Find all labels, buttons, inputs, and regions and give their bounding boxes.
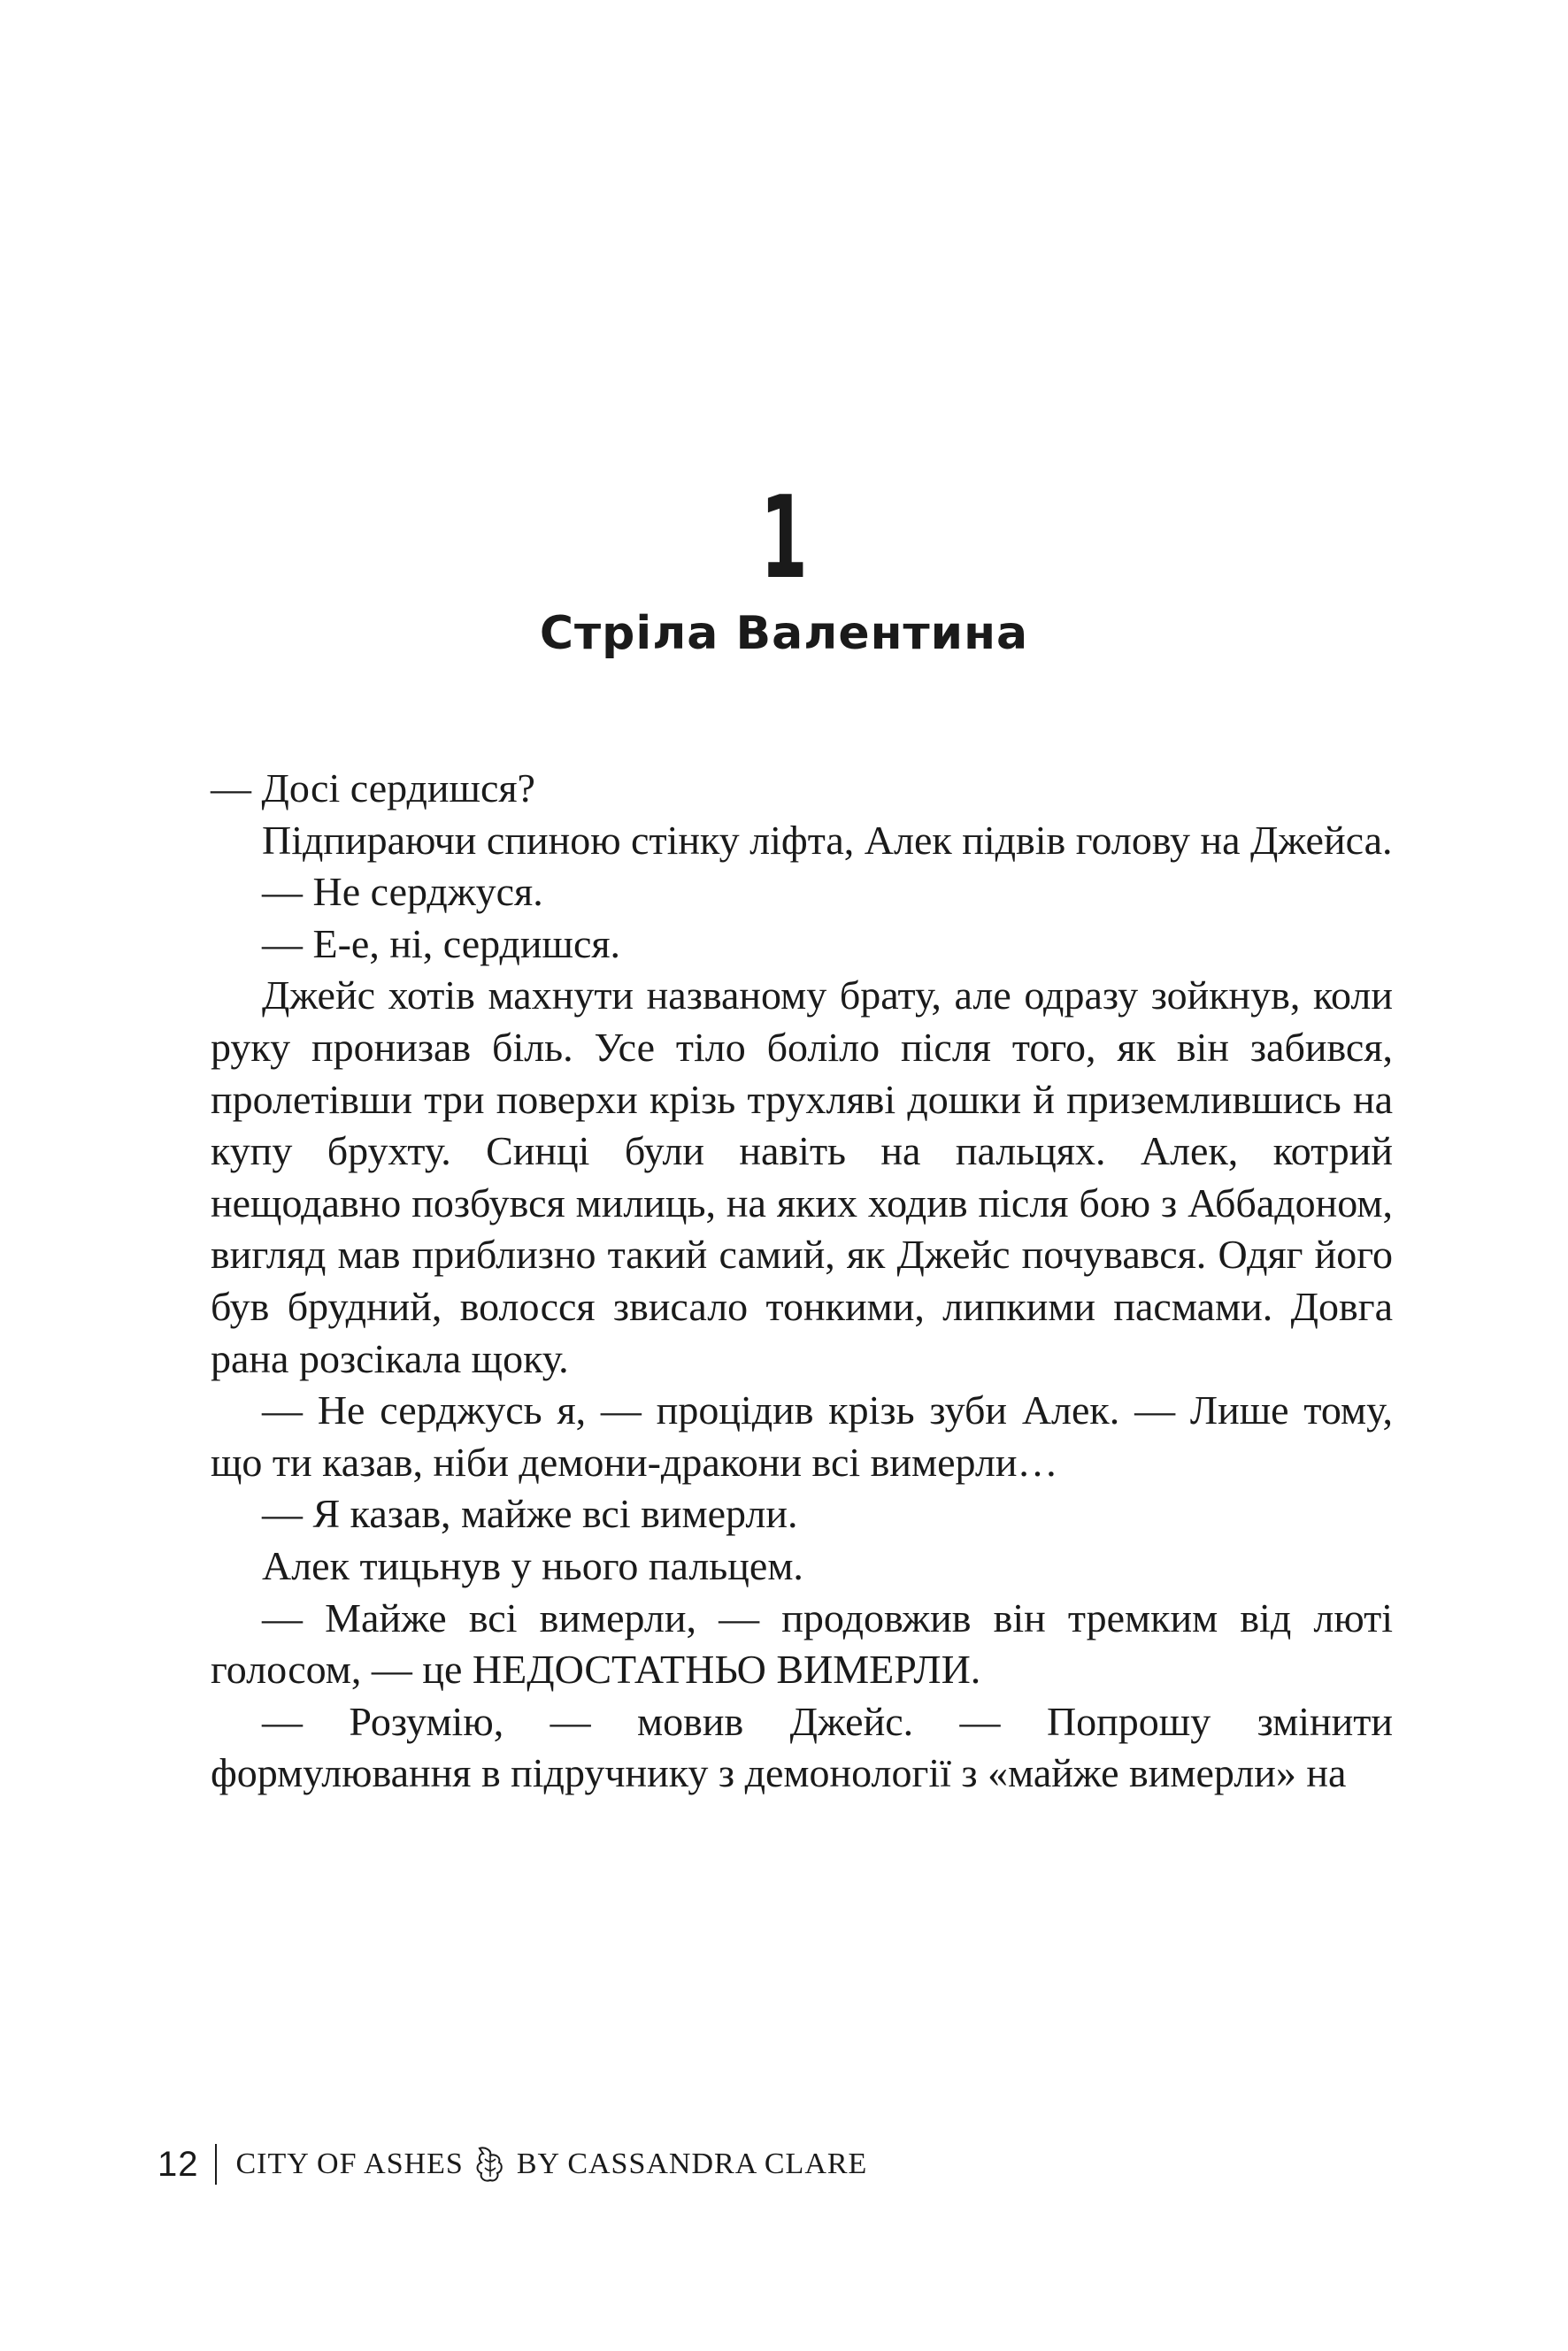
body-text (211, 763, 1393, 1800)
paragraph: — Я казав, майже всі вимерли. (262, 1491, 798, 1537)
page-footer (158, 2141, 867, 2187)
paragraph: — Майже всі вимерли, — продовжив він тремким від люті голосом, — це НЕДОСТАТНЬО ВИМЕРЛИ. (211, 1594, 1393, 1693)
paragraph: — Досі сердишся? (211, 765, 535, 811)
dragon-emblem-icon (473, 2145, 508, 2184)
footer-book-title: CITY OF ASHES (235, 2147, 464, 2180)
chapter-number: 1 (760, 473, 808, 604)
page-number: 12 (158, 2144, 199, 2184)
paragraph: Підпираючи спиною стінку ліфта, Алек підвів голову на Джейса. (262, 817, 1393, 863)
paragraph: — Не серджусь я, — процідив крізь зуби Алек. — Лише тому, що ти казав, ніби демони-дракони всі вимерли… (211, 1387, 1393, 1485)
paragraph: Джейс хотів махнути названому брату, але одразу зойкнув, коли руку пронизав біль. Усе тіло боліло після того, як він забився, пролетівши три поверхи крізь трухляві дошки й приземлившись на купу брухту. Синці були навіть на пальцях. Алек, котрий нещодавно позбувся милиць, на яких ходив після бою з Аббадоном, вигляд мав приблизно такий самий, як Джейс почувався. Одяг його був брудний, волосся звисало тонкими, липкими пасмами. Довга рана розсікала щоку. (211, 972, 1393, 1381)
footer-divider (215, 2144, 217, 2185)
paragraph: — Не серджуся. (262, 869, 543, 915)
paragraph: — Розумію, — мовив Джейс. — Попрошу змінити формулювання в підручнику з демонології з «майже вимерли» на (211, 1698, 1393, 1796)
paragraph: — Е-е, ні, сердишся. (262, 920, 621, 966)
paragraph: Алек тицьнув у нього пальцем. (262, 1542, 803, 1588)
footer-author: BY CASSANDRA CLARE (516, 2147, 868, 2180)
chapter-title: Стріла Валентина (539, 607, 1029, 660)
